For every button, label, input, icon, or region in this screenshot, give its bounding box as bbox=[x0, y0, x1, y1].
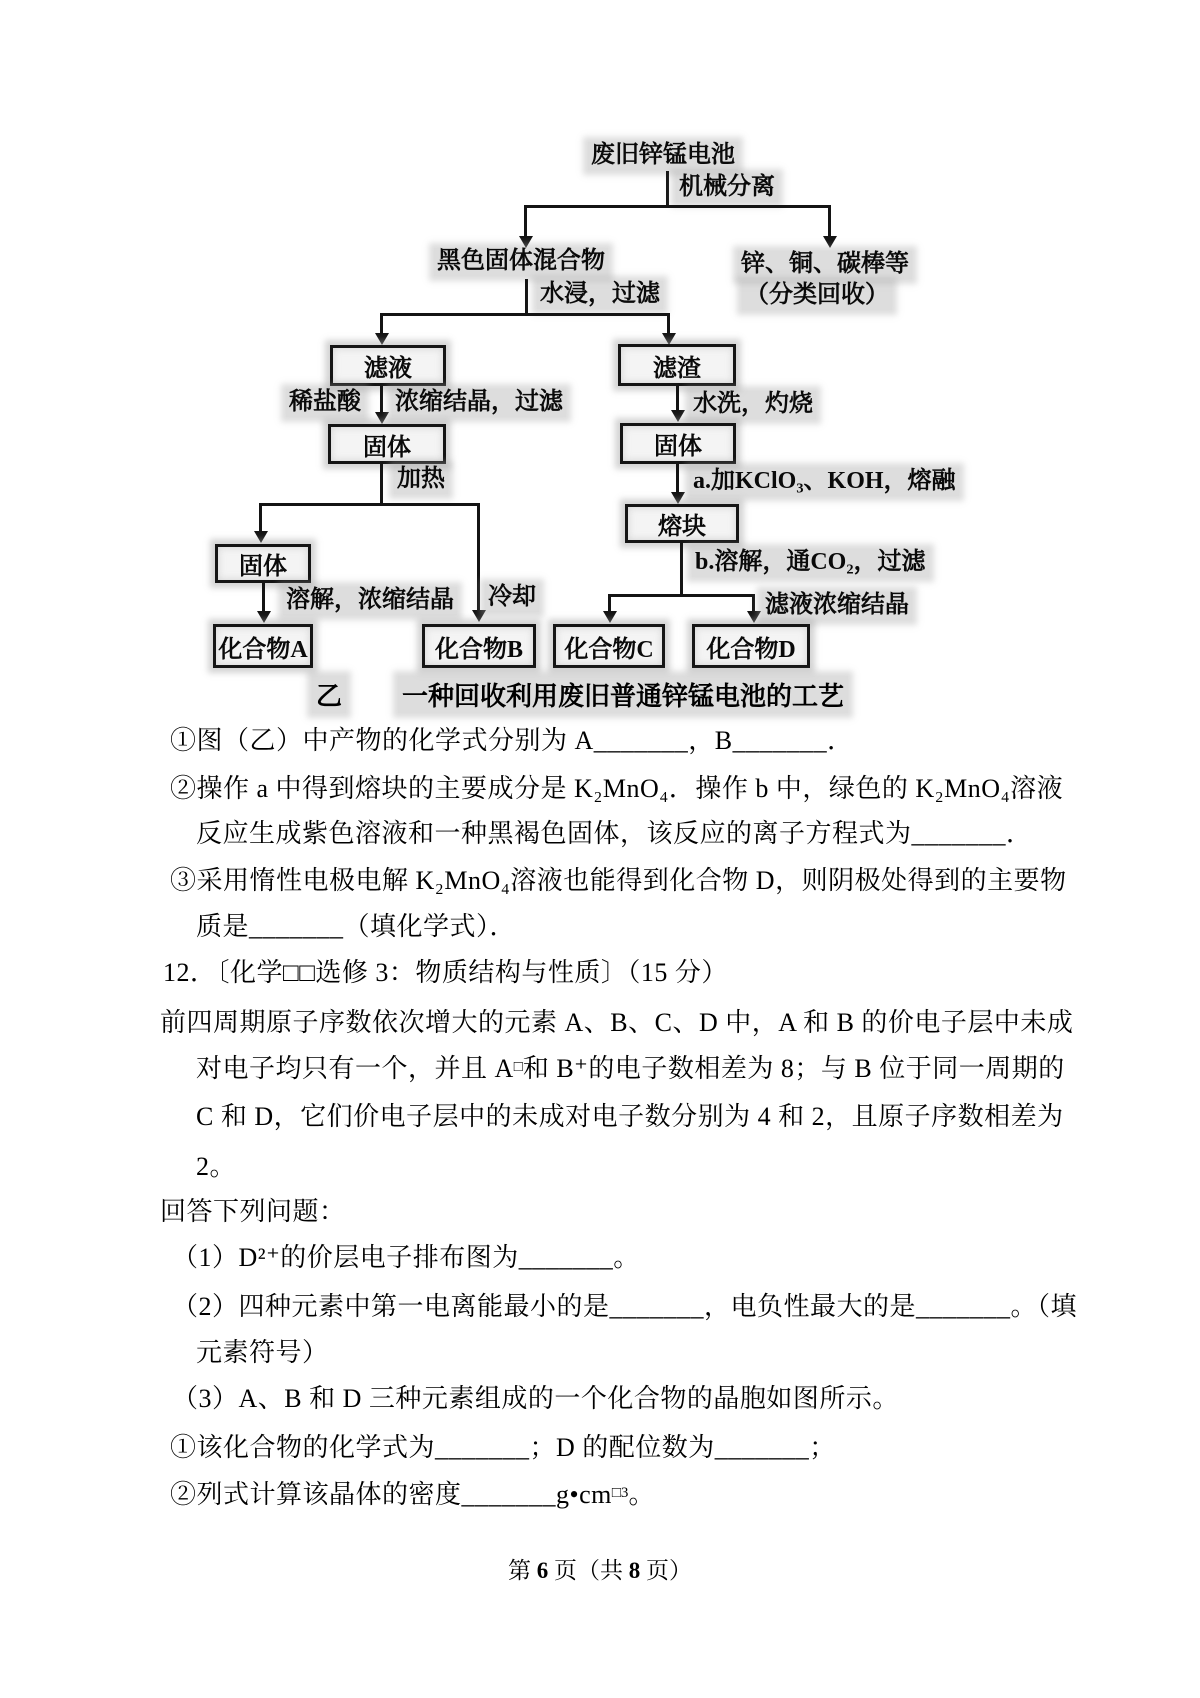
flow-box-compound-b: 化合物B bbox=[422, 624, 536, 668]
q12-intro-line2-pre: 对电子均只有一个，并且 A bbox=[196, 1054, 514, 1083]
flow-arrowhead bbox=[472, 610, 486, 622]
flow-arrowhead bbox=[519, 236, 533, 248]
q12-sub2-line1: （2）四种元素中第一电离能最小的是_______，电负性最大的是_______。（填 bbox=[172, 1292, 1078, 1321]
connector-line bbox=[828, 205, 831, 238]
connector-line bbox=[524, 205, 527, 238]
flow-box-compound-a: 化合物A bbox=[213, 624, 313, 668]
connector-line bbox=[667, 313, 670, 335]
q12-sub3-part2-post: 。 bbox=[628, 1480, 655, 1509]
flow-arrowhead bbox=[375, 412, 389, 424]
flow-step-dilute-hcl: 稀盐酸 bbox=[286, 389, 364, 417]
flow-arrowhead bbox=[823, 236, 837, 248]
q11-part1: ①图（乙）中产物的化学式分别为 A_______，B_______． bbox=[170, 726, 854, 755]
flow-step-water-soak-filter: 水浸，过滤 bbox=[537, 281, 663, 309]
connector-line bbox=[524, 205, 669, 208]
connector-line bbox=[477, 503, 480, 611]
q11-part2-line1: ②操作 a 中得到熔块的主要成分是 K₂MnO₄．操作 b 中，绿色的 K₂MnO₄溶液 bbox=[170, 774, 1064, 803]
connector-line bbox=[380, 313, 670, 316]
connector-line bbox=[380, 386, 383, 414]
flow-step-concentrate-filter: 浓缩结晶，过滤 bbox=[392, 389, 566, 417]
q12-sub3-part1: ①该化合物的化学式为_______；D 的配位数为_______； bbox=[170, 1433, 836, 1462]
connector-line bbox=[676, 386, 679, 412]
q12-intro-line2 bbox=[196, 1048, 1065, 1085]
flow-box-solid-right: 固体 bbox=[620, 423, 736, 464]
q12-sub1: （1）D²⁺的价层电子排布图为_______。 bbox=[172, 1243, 640, 1272]
flow-arrowhead bbox=[254, 531, 268, 543]
footer-page-number: 6 bbox=[536, 1558, 549, 1583]
flow-step-add-kclo3: a.加KClO₃、KOH，熔融 bbox=[690, 468, 959, 496]
q12-heading: 12．〔化学□□选修 3：物质结构与性质〕（15 分） bbox=[163, 958, 728, 987]
q12-intro-line2-post: 和 B⁺的电子数相差为 8；与 B 位于同一周期的 bbox=[522, 1054, 1065, 1083]
connector-line bbox=[680, 543, 683, 597]
q12-intro-line4: 2。 bbox=[196, 1152, 237, 1181]
flow-step-cool: 冷却 bbox=[485, 584, 539, 612]
connector-line bbox=[259, 503, 262, 533]
connector-line bbox=[525, 279, 528, 315]
flow-arrowhead bbox=[671, 410, 685, 422]
connector-line bbox=[608, 594, 755, 597]
flow-step-mechanical-separation: 机械分离 bbox=[676, 174, 778, 202]
flow-box-compound-d: 化合物D bbox=[692, 624, 810, 668]
footer-mid: 页（共 bbox=[548, 1558, 629, 1583]
flowchart-caption: 一种回收利用废旧普通锌锰电池的工艺 bbox=[398, 676, 848, 713]
q12-sub3-part2 bbox=[170, 1474, 655, 1511]
q11-part3-line2: 质是_______（填化学式）． bbox=[196, 912, 517, 941]
q12-sub3-part2-sup: □3 bbox=[611, 1485, 629, 1501]
q12-intro-line1: 前四周期原子序数依次增大的元素 A、B、C、D 中，A 和 B 的价电子层中未成 bbox=[160, 1008, 1074, 1037]
q12-sub2-line2: 元素符号） bbox=[196, 1338, 329, 1367]
q12-sub3: （3）A、B 和 D 三种元素组成的一个化合物的晶胞如图所示。 bbox=[172, 1384, 899, 1413]
flow-arrowhead bbox=[747, 611, 761, 623]
flow-box-compound-c: 化合物C bbox=[553, 624, 665, 668]
q12-prompt: 回答下列问题： bbox=[160, 1197, 346, 1226]
flow-box-melt-block: 熔块 bbox=[625, 504, 739, 543]
q12-intro-line2-sup: □ bbox=[513, 1059, 523, 1075]
q12-sub3-part2-pre: ②列式计算该晶体的密度_______g•cm bbox=[170, 1480, 612, 1509]
footer-pre: 第 bbox=[508, 1558, 537, 1583]
flow-step-filtrate-concentrate: 滤液浓缩结晶 bbox=[762, 592, 912, 620]
flow-arrowhead bbox=[257, 611, 271, 623]
flow-box-filtrate: 滤液 bbox=[330, 345, 446, 386]
connector-line bbox=[666, 205, 831, 208]
flowchart-caption-prefix: 乙 bbox=[312, 676, 346, 713]
flow-step-dissolve-co2-filter: b.溶解，通CO₂，过滤 bbox=[692, 549, 929, 577]
flow-node-metals-recycle: （分类回收） bbox=[742, 282, 892, 310]
flow-node-battery: 废旧锌锰电池 bbox=[588, 142, 738, 170]
connector-line bbox=[380, 313, 383, 335]
flow-box-solid-bottom: 固体 bbox=[215, 544, 311, 583]
flow-step-dissolve-concentrate: 溶解，浓缩结晶 bbox=[283, 587, 457, 615]
flow-box-solid-left: 固体 bbox=[328, 424, 446, 464]
page-footer bbox=[0, 1552, 1200, 1585]
flow-arrowhead bbox=[671, 492, 685, 504]
q11-part3-line1: ③采用惰性电极电解 K₂MnO₄溶液也能得到化合物 D，则阴极处得到的主要物 bbox=[170, 866, 1067, 895]
connector-line bbox=[262, 583, 265, 613]
flow-arrowhead bbox=[375, 333, 389, 345]
flow-step-water-wash-calcine: 水洗，灼烧 bbox=[690, 391, 816, 419]
footer-total-pages: 8 bbox=[628, 1558, 641, 1583]
flow-box-residue: 滤渣 bbox=[618, 344, 736, 386]
footer-post: 页） bbox=[640, 1558, 692, 1583]
flow-node-metals: 锌、铜、碳棒等 bbox=[738, 251, 912, 279]
q12-intro-line3: C 和 D，它们价电子层中的未成对电子数分别为 4 和 2，且原子序数相差为 bbox=[196, 1102, 1064, 1131]
connector-line bbox=[259, 503, 480, 506]
connector-line bbox=[676, 464, 679, 494]
q11-part2-line2: 反应生成紫色溶液和一种黑褐色固体，该反应的离子方程式为_______． bbox=[196, 819, 1033, 848]
connector-line bbox=[666, 171, 669, 207]
flow-arrowhead bbox=[603, 611, 617, 623]
connector-line bbox=[380, 464, 383, 506]
flow-node-black-mixture: 黑色固体混合物 bbox=[434, 248, 608, 276]
flow-step-heat: 加热 bbox=[394, 466, 448, 494]
